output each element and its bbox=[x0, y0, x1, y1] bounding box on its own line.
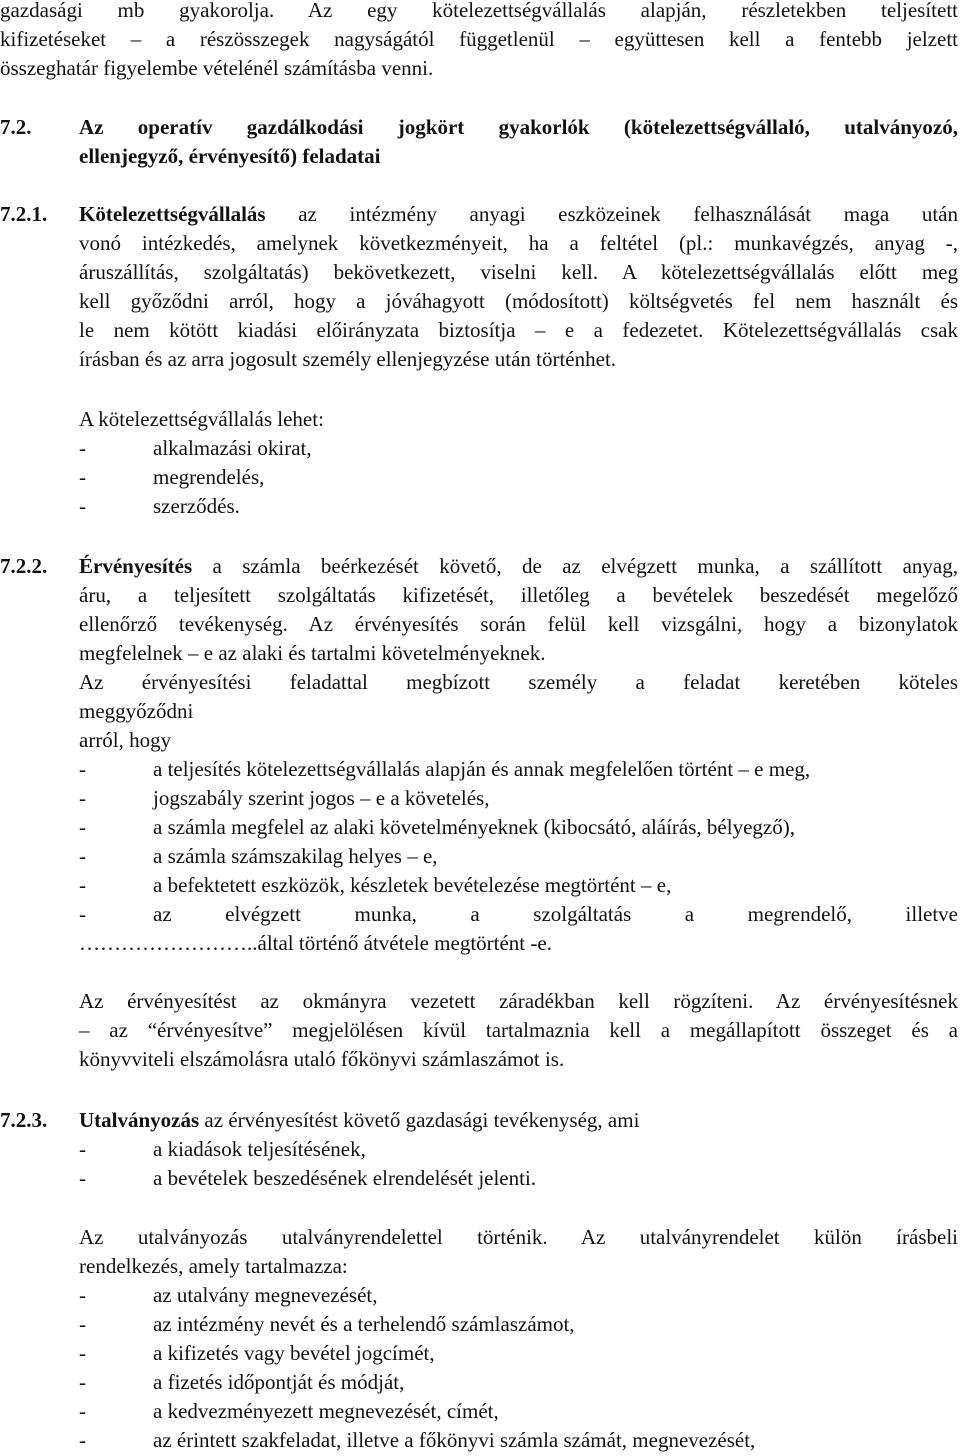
list-item: - szerződés. bbox=[79, 494, 240, 518]
list-item: - a bevételek beszedésének elrendelését jelenti. bbox=[79, 1166, 537, 1190]
list-item: - a teljesítés kötelezettségvállalás alapján és annak megfelelően történt – e meg, bbox=[79, 757, 811, 781]
text-line: meggyőződni bbox=[79, 699, 194, 723]
list-item: - megrendelés, bbox=[79, 465, 265, 489]
list-item: - a kiadások teljesítésének, bbox=[79, 1137, 366, 1161]
list-item: - a kifizetés vagy bevétel jogcímét, bbox=[79, 1341, 435, 1365]
list-item: - az elvégzett munka, a szolgáltatás a megrendelő, illetve bbox=[79, 902, 958, 926]
intro-paragraph bbox=[0, 0, 958, 83]
heading-line: ellenjegyző, érvényesítő) feladatai bbox=[79, 144, 381, 168]
list-item: - jogszabály szerint jogos – e a követelés, bbox=[79, 786, 490, 810]
text-line: kifizetéseket – a részösszegek nagyságától függetlenül – együttesen kell a fentebb jelzett bbox=[0, 27, 958, 51]
list-item: - az érintett szakfeladat, illetve a főkönyvi számla számát, megnevezését, bbox=[79, 1428, 756, 1452]
list-item: - a kedvezményezett megnevezését, címét, bbox=[79, 1399, 499, 1423]
term: Érvényesítés bbox=[79, 554, 193, 578]
text-line: Az érvényesítési feladattal megbízott személy a feladat keretében köteles bbox=[79, 670, 958, 694]
text-line: írásban és az arra jogosult személy ellenjegyzése után történhet. bbox=[79, 347, 617, 371]
subsection-paragraph bbox=[79, 200, 958, 374]
text-line: ……………………..által történő átvétele megtörtént -e. bbox=[79, 931, 552, 955]
list-item: - a számla megfelel az alaki követelményeknek (kibocsátó, aláírás, bélyegző), bbox=[79, 815, 795, 839]
subsection-paragraph bbox=[79, 552, 958, 958]
subsection-number: 7.2.3. bbox=[0, 1108, 48, 1132]
text-line: áru, a teljesített szolgáltatás kifizetését, illetőleg a bevételek beszedését megelőző bbox=[79, 583, 958, 607]
text-line: Az utalványozás utalványrendelettel történik. Az utalványrendelet külön írásbeli bbox=[79, 1225, 958, 1249]
list-item: - a fizetés időpontját és módját, bbox=[79, 1370, 405, 1394]
text-line: – az “érvényesítve” megjelölésen kívül tartalmaznia kell a megállapított összeget és a bbox=[79, 1018, 958, 1042]
text-line: áruszállítás, szolgáltatás) bekövetkezett, viselni kell. A kötelezettségvállalás előtt meg bbox=[79, 260, 958, 284]
list-item: - a számla számszakilag helyes – e, bbox=[79, 844, 438, 868]
section-heading bbox=[79, 113, 958, 171]
text-line: le nem kötött kiadási előirányzata biztosítja – e a fedezetet. Kötelezettségvállalás csak bbox=[79, 318, 958, 342]
text-line: vonó intézkedés, amelynek következményeit, ha a feltétel (pl.: munkavégzés, anyag -, bbox=[79, 231, 958, 255]
paragraph bbox=[79, 987, 958, 1074]
list-item: - az intézmény nevét és a terhelendő számlaszámot, bbox=[79, 1312, 575, 1336]
term: Kötelezettségvállalás bbox=[79, 202, 266, 226]
list-item: - az utalvány megnevezését, bbox=[79, 1283, 378, 1307]
list-intro: A kötelezettségvállalás lehet: bbox=[79, 407, 324, 431]
subsection-paragraph bbox=[79, 1106, 958, 1193]
subsection-number: 7.2.2. bbox=[0, 554, 48, 578]
list-block bbox=[79, 405, 958, 521]
paragraph bbox=[79, 1223, 958, 1455]
text-line: rendelkezés, amely tartalmazza: bbox=[79, 1254, 348, 1278]
text-line: Az érvényesítést az okmányra vezetett záradékban kell rögzíteni. Az érvényesítésnek bbox=[79, 989, 958, 1013]
term: Utalványozás bbox=[79, 1108, 200, 1132]
subsection-number: 7.2.1. bbox=[0, 202, 48, 226]
text-line: Kötelezettségvállalás az intézmény anyagi eszközeinek felhasználását maga után bbox=[79, 202, 958, 226]
text-line: összeghatár figyelembe vételénél számításba venni. bbox=[0, 56, 434, 80]
section-number: 7.2. bbox=[0, 115, 32, 139]
text-line: ellenőrző tevékenység. Az érvényesítés során felül kell vizsgálni, hogy a bizonylatok bbox=[79, 612, 958, 636]
text-line: gazdasági mb gyakorolja. Az egy kötelezettségvállalás alapján, részletekben teljesített bbox=[0, 0, 958, 22]
list-item: - alkalmazási okirat, bbox=[79, 436, 312, 460]
text-line: könyvviteli elszámolásra utaló főkönyvi számlaszámot is. bbox=[79, 1047, 565, 1071]
text-line: kell győződni arról, hogy a jóváhagyott (módosított) költségvetés fel nem használt és bbox=[79, 289, 958, 313]
heading-line: Az operatív gazdálkodási jogkört gyakorlók (kötelezettségvállaló, utalványozó, bbox=[79, 115, 958, 139]
list-item: - a befektetett eszközök, készletek bevételezése megtörtént – e, bbox=[79, 873, 672, 897]
text-line: arról, hogy bbox=[79, 728, 172, 752]
text-line: megfelelnek – e az alaki és tartalmi követelményeknek. bbox=[79, 641, 546, 665]
text-line: Utalványozás az érvényesítést követő gazdasági tevékenység, ami bbox=[79, 1108, 640, 1132]
text-line: Érvényesítés a számla beérkezését követő, de az elvégzett munka, a szállított anyag, bbox=[79, 554, 958, 578]
